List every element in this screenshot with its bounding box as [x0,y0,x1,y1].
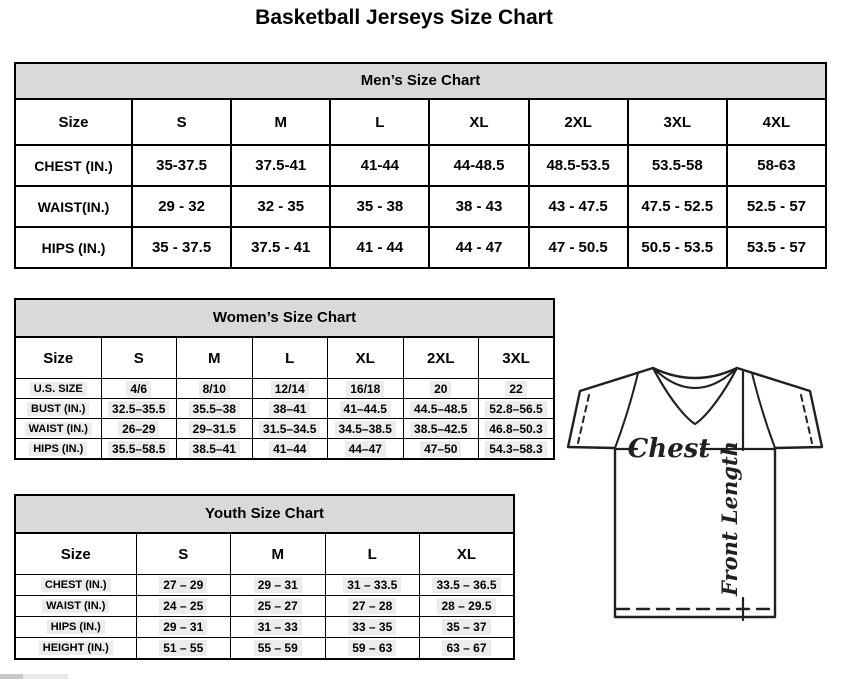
size-value-cell: 37.5-41 [231,145,330,186]
size-value-cell: 58-63 [727,145,826,186]
row-label: WAIST (IN.) [15,596,136,617]
size-value-cell: 41-44 [330,145,429,186]
size-value-cell: 20 [403,379,479,399]
size-column-header: S [101,337,177,379]
page-title: Basketball Jerseys Size Chart [255,6,553,29]
size-value-cell: 26–29 [101,419,177,439]
jersey-outline [568,368,822,617]
size-value-cell: 48.5-53.5 [529,145,628,186]
size-value-cell: 34.5–38.5 [328,419,404,439]
row-label: CHEST (IN.) [15,145,132,186]
size-column-header: XL [420,533,515,575]
measurement-row [15,575,514,596]
size-column-header: 4XL [727,99,826,145]
size-value-cell: 41 - 44 [330,227,429,268]
size-value-cell: 51 – 55 [136,638,231,660]
size-column-header: L [252,337,328,379]
size-value-cell: 54.3–58.3 [479,439,555,460]
size-value-cell: 29 - 32 [132,186,231,227]
size-value-cell: 35 - 37.5 [132,227,231,268]
size-value-cell: 35.5–38 [177,399,253,419]
size-value-cell: 35.5–58.5 [101,439,177,460]
size-value-cell: 12/14 [252,379,328,399]
measurement-row [15,227,826,268]
size-value-cell: 46.8–50.3 [479,419,555,439]
size-value-cell: 43 - 47.5 [529,186,628,227]
size-column-header: S [132,99,231,145]
size-value-cell: 38.5–41 [177,439,253,460]
chest-label: Chest [627,434,711,464]
size-value-cell: 33 – 35 [325,617,420,638]
measurement-row [15,399,554,419]
measurement-row [15,596,514,617]
size-value-cell: 33.5 – 36.5 [420,575,515,596]
jersey-measurement-diagram [561,362,837,626]
mens-size-chart-section [14,62,827,269]
row-label: HIPS (IN.) [15,439,101,460]
measurement-row [15,617,514,638]
row-label: U.S. SIZE [15,379,101,399]
measurement-row [15,186,826,227]
size-column-header: L [330,99,429,145]
size-column-header: XL [429,99,528,145]
cutoff-ui-fragment [23,674,68,679]
size-label-header: Size [15,337,101,379]
size-column-header: 3XL [628,99,727,145]
size-label-header: Size [15,533,136,575]
size-column-header: M [177,337,253,379]
size-value-cell: 59 – 63 [325,638,420,660]
size-header-row [15,99,826,145]
youth-chart-title: Youth Size Chart [14,494,515,532]
size-value-cell: 31 – 33 [231,617,326,638]
size-value-cell: 50.5 - 53.5 [628,227,727,268]
size-value-cell: 25 – 27 [231,596,326,617]
size-value-cell: 32.5–35.5 [101,399,177,419]
size-value-cell: 52.5 - 57 [727,186,826,227]
row-label: BUST (IN.) [15,399,101,419]
size-column-header: 2XL [403,337,479,379]
size-value-cell: 55 – 59 [231,638,326,660]
size-value-cell: 35 – 37 [420,617,515,638]
size-value-cell: 35-37.5 [132,145,231,186]
size-column-header: L [325,533,420,575]
size-value-cell: 38 - 43 [429,186,528,227]
size-column-header: 3XL [479,337,555,379]
size-value-cell: 41–44.5 [328,399,404,419]
size-value-cell: 44 - 47 [429,227,528,268]
size-value-cell: 47 - 50.5 [529,227,628,268]
size-value-cell: 38.5–42.5 [403,419,479,439]
mens-size-table [14,98,827,269]
size-value-cell: 53.5 - 57 [727,227,826,268]
size-value-cell: 47–50 [403,439,479,460]
size-value-cell: 29–31.5 [177,419,253,439]
youth-size-chart-section [14,494,515,660]
measurement-row [15,419,554,439]
womens-chart-title: Women’s Size Chart [14,298,555,336]
size-label-header: Size [15,99,132,145]
measurement-row [15,439,554,460]
size-value-cell: 44.5–48.5 [403,399,479,419]
size-value-cell: 31.5–34.5 [252,419,328,439]
size-value-cell: 32 - 35 [231,186,330,227]
size-header-row [15,337,554,379]
measurement-row [15,638,514,660]
row-label: HEIGHT (IN.) [15,638,136,660]
size-value-cell: 63 – 67 [420,638,515,660]
cutoff-ui-fragment [0,674,23,679]
size-value-cell: 24 – 25 [136,596,231,617]
size-value-cell: 29 – 31 [136,617,231,638]
size-value-cell: 29 – 31 [231,575,326,596]
size-column-header: 2XL [529,99,628,145]
size-value-cell: 8/10 [177,379,253,399]
row-label: WAIST(IN.) [15,186,132,227]
measurement-row [15,145,826,186]
size-value-cell: 37.5 - 41 [231,227,330,268]
front-length-label: Front Length [717,441,742,596]
size-value-cell: 27 – 28 [325,596,420,617]
size-value-cell: 22 [479,379,555,399]
womens-size-table [14,336,555,460]
size-value-cell: 38–41 [252,399,328,419]
row-label: HIPS (IN.) [15,227,132,268]
mens-chart-title: Men’s Size Chart [14,62,827,98]
size-value-cell: 44-48.5 [429,145,528,186]
size-header-row [15,533,514,575]
measurement-row [15,379,554,399]
row-label: WAIST (IN.) [15,419,101,439]
womens-size-chart-section [14,298,555,460]
size-column-header: S [136,533,231,575]
size-value-cell: 41–44 [252,439,328,460]
youth-size-table [14,532,515,660]
size-value-cell: 35 - 38 [330,186,429,227]
size-column-header: M [231,533,326,575]
size-value-cell: 31 – 33.5 [325,575,420,596]
size-value-cell: 28 – 29.5 [420,596,515,617]
size-column-header: XL [328,337,404,379]
row-label: CHEST (IN.) [15,575,136,596]
size-value-cell: 47.5 - 52.5 [628,186,727,227]
size-value-cell: 4/6 [101,379,177,399]
size-value-cell: 16/18 [328,379,404,399]
row-label: HIPS (IN.) [15,617,136,638]
size-value-cell: 53.5-58 [628,145,727,186]
size-value-cell: 52.8–56.5 [479,399,555,419]
size-column-header: M [231,99,330,145]
size-value-cell: 27 – 29 [136,575,231,596]
size-value-cell: 44–47 [328,439,404,460]
